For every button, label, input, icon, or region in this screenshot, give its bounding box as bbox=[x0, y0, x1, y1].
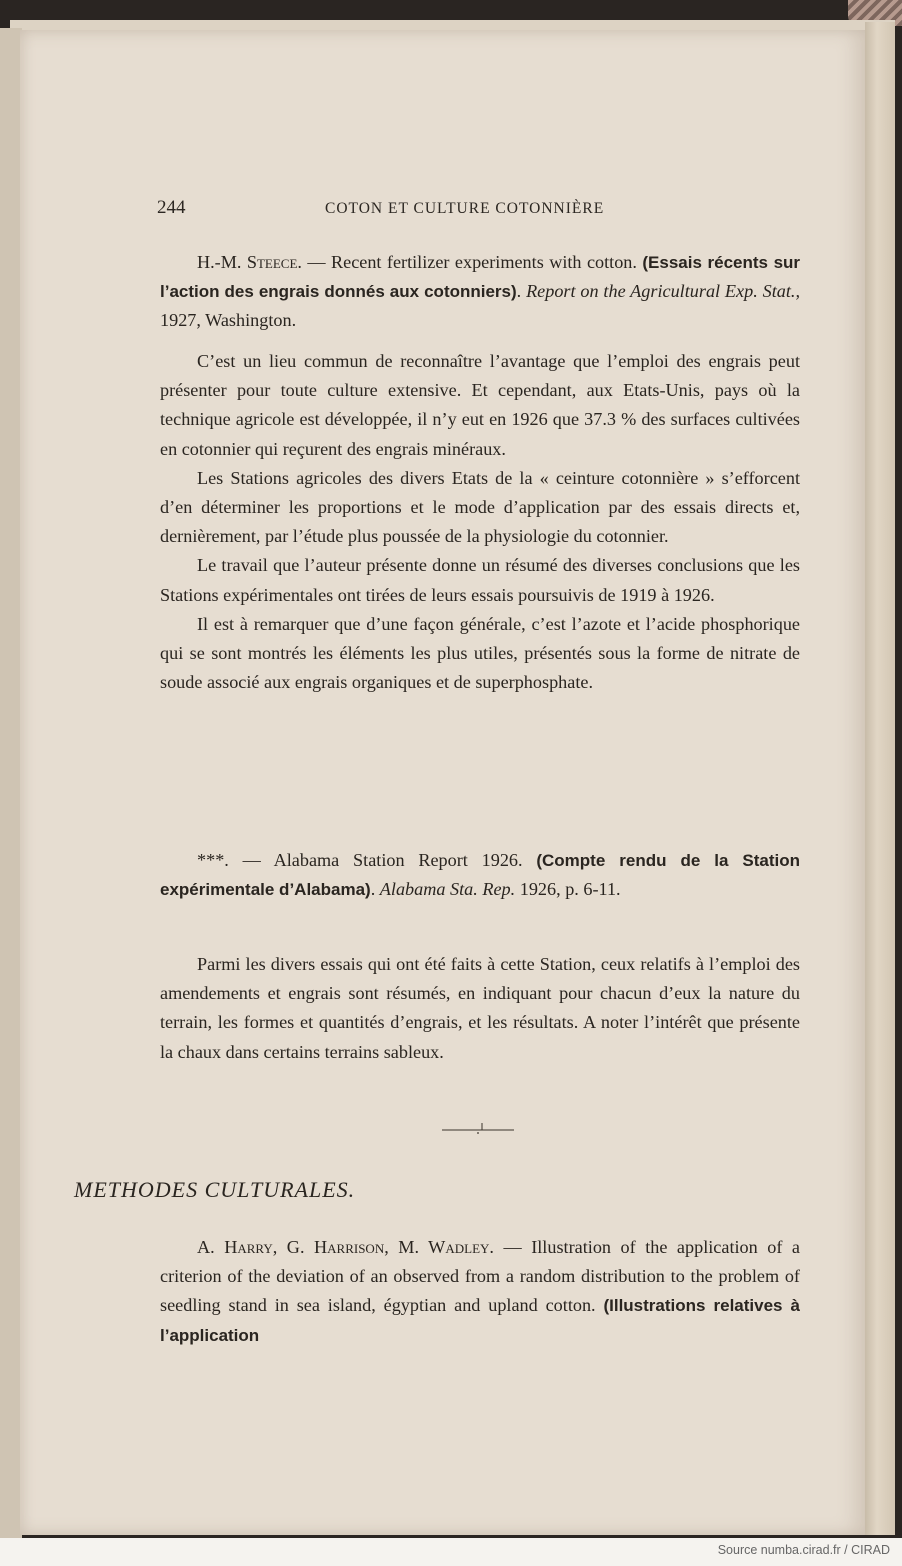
alabama-paragraph-1: Parmi les divers essais qui ont été faits à cette Station, ceux relatifs à l’emploi des amendements et engrais sont résumés, en indiquant pour chacun d’eux la nature du terrain, les formes et quantités d’engrais, et les résultats. A noter l’intérêt que présente la chaux dans certains terrains sableux. bbox=[160, 954, 800, 1062]
title-en-steece: — Recent fertilizer experiments with cotton. bbox=[307, 252, 637, 272]
entry-steece-citation: H.-M. Steece. — Recent fertilizer experiments with cotton. (Essais récents sur l’action des engrais donnés aux cotonniers). Report on the Agricultural Exp. Stat., 1927, Washington. bbox=[160, 252, 801, 331]
title-en-harry: — Illustration of the application of a criterion of the deviation of an observed from a random distribution to the problem of seedling stand in sea island, égyptian and upland cotton. bbox=[160, 1237, 801, 1316]
section-divider-ornament bbox=[442, 1120, 514, 1136]
steece-paragraph-4: Il est à remarquer que d’une façon générale, c’est l’azote et l’acide phosphorique qui se sont montrés les éléments les plus utiles, présentés sous la forme de nitrate de soude associé aux engrais organiques et de superphosphate. bbox=[160, 613, 800, 693]
page-number: 244 bbox=[157, 197, 186, 218]
title-fr-steece: (Essais récents sur l’action des engrais donnés aux cotonniers) bbox=[160, 253, 801, 302]
title-fr-harry: (Illustrations relatives à l’application bbox=[160, 1296, 800, 1345]
authors-harry-harrison-wadley: A. Harry, G. Harrison, M. Wadley. bbox=[197, 1237, 494, 1257]
entry-harry-citation bbox=[160, 1233, 800, 1350]
entry-alabama-citation: ***. — Alabama Station Report 1926. (Compte rendu de la Station expérimentale d’Alabama). Alabama Sta. Rep. 1926, p. 6-11. bbox=[160, 850, 800, 900]
title-en-alabama: — Alabama Station Report 1926. bbox=[242, 850, 523, 870]
author-anonymous: ***. bbox=[197, 850, 229, 870]
section-title: METHODES CULTURALES. bbox=[74, 1177, 356, 1202]
running-title: COTON ET CULTURE COTONNIÈRE bbox=[325, 200, 605, 217]
source-alabama: Alabama Sta. Rep. bbox=[379, 879, 516, 900]
source-tail-steece: 1927, Washington. bbox=[160, 310, 297, 331]
steece-paragraph-1: C’est un lieu commun de reconnaître l’avantage que l’emploi des engrais peut présenter pour toute culture extensive. Et cependant, aux Etats-Unis, pays où la technique agricole est développée, il n’y eut en 1926 que 37.3 % des surfaces cultivées en cotonnier qui reçurent des engrais minéraux. bbox=[160, 351, 800, 459]
page-header bbox=[157, 197, 802, 227]
source-tail-alabama: 1926, p. 6-11. bbox=[519, 879, 621, 900]
steece-body bbox=[160, 347, 800, 697]
title-fr-alabama: (Compte rendu de la Station expérimentale d’Alabama) bbox=[160, 851, 800, 900]
author-steece: H.-M. Steece. bbox=[197, 252, 302, 272]
steece-paragraph-3: Le travail que l’auteur présente donne un résumé des diverses conclusions que les Stations expérimentales ont tirées de leurs essais poursuivis de 1919 à 1926. bbox=[160, 555, 800, 605]
source-steece: Report on the Agricultural Exp. Stat., bbox=[526, 281, 800, 302]
left-page-edge bbox=[0, 28, 22, 1538]
steece-paragraph-2: Les Stations agricoles des divers Etats de la « ceinture cotonnière » s’efforcent d’en déterminer les proportions et le mode d’application par des essais directs et, dernièrement, par l’étude plus poussée de la physiologie du cotonnier. bbox=[160, 467, 800, 547]
source-credit: Source numba.cirad.fr / CIRAD bbox=[717, 1543, 890, 1557]
alabama-body bbox=[160, 950, 800, 1067]
right-page-rim bbox=[865, 22, 895, 1535]
